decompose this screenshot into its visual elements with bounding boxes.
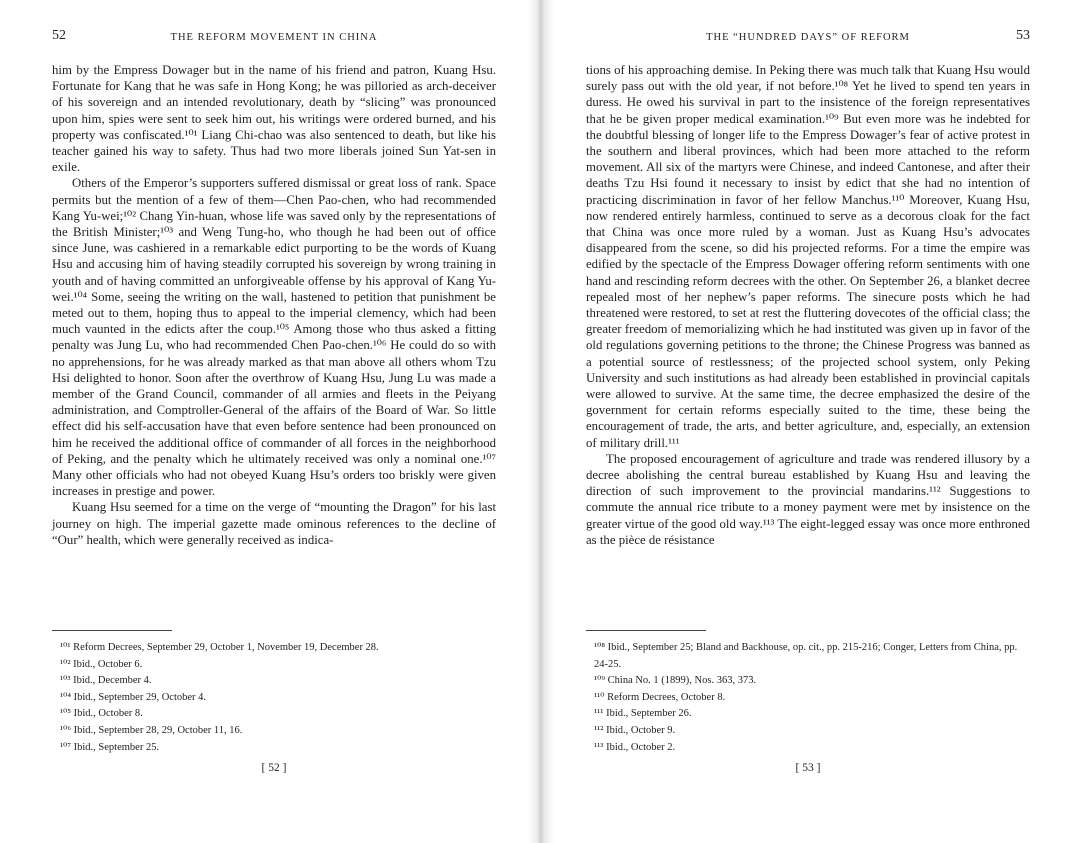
right-page-number: 53 [1016,28,1030,43]
left-paragraph-3: Kuang Hsu seemed for a time on the verge of “mounting the Dragon” for his last journey on high. The imperial gazette made ominous references to the decline of “Our” health, which were generally received as indica- [52,500,496,547]
footnote-109: ¹⁰⁹ China No. 1 (1899), Nos. 363, 373. [594,675,757,687]
left-paragraph-1: him by the Empress Dowager but in the name of his friend and patron, Kuang Hsu. Fortunate for Kang that he was safe in Hong Kong; he was pilloried as arch-deceiver of his sovereign and an intended revolutionary, death by “slicing” was pronounced upon him, spies were sent to seek him out, his writings were ordered burned, and his property was confiscated.¹⁰¹ Liang Chi-chao was also sentenced to death, but like his teacher gained his way to safety. Thus had two more liberals joined Sun Yat-sen in exile. [52,63,496,175]
left-page [52,0,496,843]
right-page-body [586,62,1030,548]
left-page-header [52,28,496,48]
right-paragraph-2: The proposed encouragement of agriculture and trade was rendered illusory by a decree abolishing the central bureau established by Kuang Hsu and leaving the direction of such improvement to the provincial mandarins.¹¹² Suggestions to commute the annual rice tribute to a money payment were met by insistence on the greater virtue of the good old way.¹¹³ The eight-legged essay was once more enthroned as the pièce de résistance [586,451,1030,547]
left-running-head: THE REFORM MOVEMENT IN CHINA [170,32,378,43]
book-gutter [528,0,554,843]
left-footnote-rule [52,630,172,631]
footnote-110: ¹¹⁰ Reform Decrees, October 8. [594,691,726,703]
right-paragraph-1: tions of his approaching demise. In Peking there was much talk that Kuang Hsu would surely pass out with the old year, if not before.¹⁰⁸ Yet he lived to spend ten years in duress. He owed his survival in part to the insistence of the foreign representatives that he be given proper medical examination.¹⁰⁹ But even more was he indebted for the doubtful blessing of longer life to the Empress Dowager’s fear of active protest in the southern and liberal provinces, which had been more attached to the reform movement. All six of the martyrs were Chinese, and indeed Cantonese, and after their deaths Tzu Hsi found it necessary to insist by edict that she had no intention of practicing discrimination in favor of her fellow Manchus.¹¹⁰ Moreover, Kuang Hsu, now rendered entirely harmless, continued to serve as a decorous cloak for the fact that China was once more ruled by a woman. Just as Kuang Hsu’s advocates disappeared from the scene, so did his projected reforms. For a time the empire was edified by the spectacle of the Empress Dowager offering reform sentiments with one hand and rescinding reform decrees with the other. On September 26, a blanket decree repealed most of her nephew’s paper reforms. The sinecure posts which he had threatened were restored, to set at rest the fluttering dovecotes of the official class; the greater freedom of memorializing which he had instituted was given up in favor of the old regulations governing petitions to the throne; the Chinese Progress was banned as a potential source of restlessness; of the projected school system, only Peking University and such institutions as had already been established in provincial capitals were allowed to survive. At the same time, the decree emphasized the desire of the government for certain reforms especially suited to the time, these being the encouragement of trade, the arts, and better agriculture, and, especially, an extension of military drill.¹¹¹ [586,63,1030,450]
footnote-101: ¹⁰¹ Reform Decrees, September 29, October 1, November 19, December 28. [60,642,379,653]
left-footnotes [60,640,496,756]
right-folio: [ 53 ] [795,762,821,774]
footnote-113: ¹¹³ Ibid., October 2. [594,741,676,753]
left-folio: [ 52 ] [261,762,287,774]
right-running-head: THE “HUNDRED DAYS” OF REFORM [706,32,910,43]
footnote-107: ¹⁰⁷ Ibid., September 25. [60,741,160,753]
footnote-102: ¹⁰² Ibid., October 6. [60,658,143,670]
right-footnotes [594,640,1030,756]
left-paragraph-2: Others of the Emperor’s supporters suffered dismissal or great loss of rank. Space permits but the mention of a few of them—Chen Pao-chen, who had recommended Kang Yu-wei;¹⁰² Chang Yin-huan, whose life was saved only by the representations of the British Minister;¹⁰³ and Weng Tung-ho, who though he had been out of office since June, was cashiered in a remarkable edict purporting to be the words of Kuang Hsu and accusing him of having steadily corrupted his sovereign by wrong training in youth and of having committed an unforgiveable offense by his approval of Kang Yu-wei.¹⁰⁴ Some, seeing the writing on the wall, hastened to petition that punishment be meted out to them, hoping thus to appeal to the imperial clemency, which had been much vaunted in the edicts after the coup.¹⁰⁵ Among those who thus asked a fitting penalty was Jung Lu, who had recommended Chen Pao-chen.¹⁰⁶ He could do so with no apprehensions, for he was already marked as that man above all others whom Tzu Hsi delighted to honor. Soon after the overthrow of Kuang Hsu, Jung Lu was made a member of the Grand Council, commander of all armies and fleets in the Peiyang administration, and Comptroller-General of the affairs of the Board of War. So little effect did his self-accusation have that even before sentence had been pronounced on him he received the additional office of commander of all forces in the neighborhood of Peking, and the penalty which he ultimately received was only a nominal one.¹⁰⁷ Many other officials who had not obeyed Kuang Hsu’s orders too briskly were given increases in prestige and power. [52,176,496,499]
left-page-body [52,62,496,548]
footnote-103: ¹⁰³ Ibid., December 4. [60,675,152,687]
footnote-105: ¹⁰⁵ Ibid., October 8. [60,708,143,720]
footnote-106: ¹⁰⁶ Ibid., September 28, 29, October 11, 16. [60,724,243,736]
footnote-111: ¹¹¹ Ibid., September 26. [594,708,692,720]
footnote-112: ¹¹² Ibid., October 9. [594,724,676,736]
right-footnote-rule [586,630,706,631]
right-page-header [586,28,1030,48]
right-page [586,0,1030,843]
footnote-108: ¹⁰⁸ Ibid., September 25; Bland and Backhouse, op. cit., pp. 215-216; Conger, Letters from China, pp. 24-25. [594,642,1018,670]
left-page-number: 52 [52,28,66,43]
footnote-104: ¹⁰⁴ Ibid., September 29, October 4. [60,691,207,703]
